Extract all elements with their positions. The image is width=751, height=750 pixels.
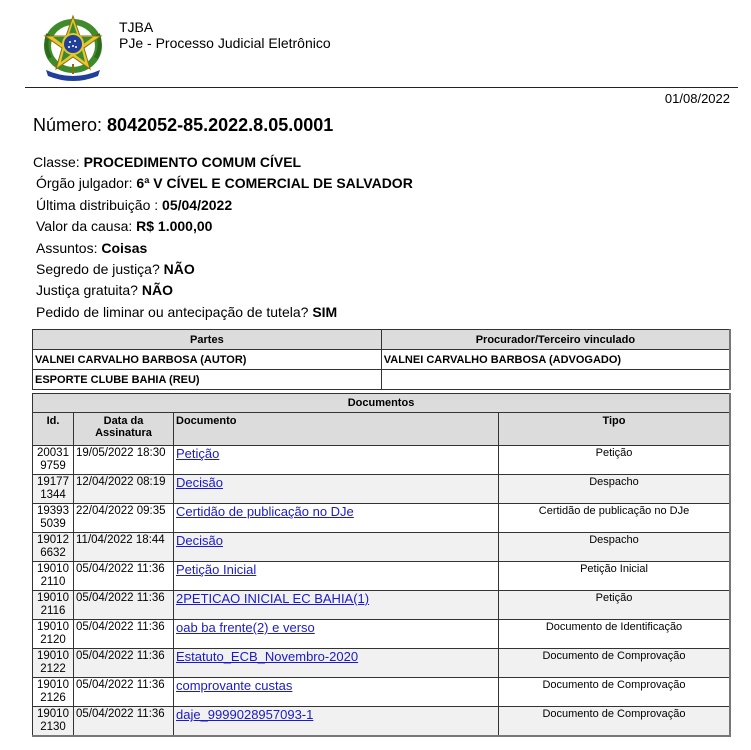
doc-id-part1: 19012 — [37, 534, 69, 546]
table-row — [33, 562, 731, 591]
doc-id-part1: 19010 — [37, 650, 69, 662]
table-row — [33, 591, 731, 620]
field-segredo-justica — [33, 259, 413, 280]
doc-id-part1: 19393 — [37, 505, 69, 517]
table-row — [33, 707, 731, 737]
print-date: 01/08/2022 — [664, 91, 730, 106]
doc-tipo-cell: Despacho — [499, 533, 731, 562]
document-link[interactable]: Petição — [176, 446, 220, 461]
doc-id-cell — [33, 446, 74, 475]
doc-id-cell — [33, 475, 74, 504]
table-row — [33, 475, 731, 504]
table-row — [33, 533, 731, 562]
brazil-coat-of-arms-icon — [40, 12, 106, 84]
org-name: TJBA — [119, 19, 154, 35]
doc-id-part1: 19010 — [37, 708, 69, 720]
tipo-header: Tipo — [499, 413, 731, 446]
doc-date-cell: 05/04/2022 11:36 — [74, 678, 174, 707]
field-classe — [33, 152, 413, 173]
doc-id-part2: 2110 — [40, 575, 66, 588]
doc-date-cell: 19/05/2022 18:30 — [74, 446, 174, 475]
document-link[interactable]: Decisão — [176, 533, 223, 548]
doc-date-cell: 05/04/2022 11:36 — [74, 620, 174, 649]
doc-id-part2: 2120 — [40, 633, 66, 646]
doc-tipo-cell: Documento de Comprovação — [499, 707, 731, 737]
doc-name-cell — [174, 446, 499, 475]
doc-id-part2: 5039 — [40, 517, 66, 530]
doc-name-cell — [174, 620, 499, 649]
doc-id-part1: 19177 — [37, 476, 69, 488]
doc-id-part2: 1344 — [40, 488, 66, 501]
date-header-line1: Data da — [103, 415, 144, 427]
doc-id-part2: 2116 — [40, 604, 66, 617]
field-value: NÃO — [141, 282, 173, 299]
doc-tipo-cell: Certidão de publicação no DJe — [499, 504, 731, 533]
doc-date-cell: 22/04/2022 09:35 — [74, 504, 174, 533]
doc-name-cell — [174, 533, 499, 562]
doc-id-part1: 20031 — [37, 447, 69, 459]
doc-tipo-cell: Documento de Identificação — [499, 620, 731, 649]
doc-tipo-cell: Despacho — [499, 475, 731, 504]
field-value: R$ 1.000,00 — [136, 218, 213, 235]
doc-tipo-cell: Petição — [499, 591, 731, 620]
field-value: 6ª V CÍVEL E COMERCIAL DE SALVADOR — [136, 175, 413, 192]
doc-tipo-cell: Petição Inicial — [499, 562, 731, 591]
doc-id-part2: 2122 — [40, 662, 66, 675]
procurador-cell: VALNEI CARVALHO BARBOSA (ADVOGADO) — [381, 350, 730, 370]
field-justica-gratuita — [33, 280, 413, 301]
document-link[interactable]: Decisão — [176, 475, 223, 490]
doc-date-cell: 05/04/2022 11:36 — [74, 649, 174, 678]
field-assuntos — [33, 238, 413, 259]
documentos-body — [33, 446, 731, 737]
date-header — [74, 413, 174, 446]
doc-id-cell — [33, 591, 74, 620]
field-orgao-julgador — [33, 173, 413, 194]
doc-id-part2: 9759 — [40, 459, 66, 472]
field-label: Justiça gratuita? — [36, 282, 142, 299]
doc-id-part1: 19010 — [37, 563, 69, 575]
doc-id-cell — [33, 562, 74, 591]
id-header: Id. — [33, 413, 74, 446]
doc-name-cell — [174, 475, 499, 504]
parte-cell: ESPORTE CLUBE BAHIA (REU) — [33, 370, 382, 390]
process-info — [33, 152, 413, 323]
doc-date-cell: 05/04/2022 11:36 — [74, 591, 174, 620]
process-number — [33, 115, 333, 136]
doc-date-cell: 05/04/2022 11:36 — [74, 707, 174, 737]
field-label: Segredo de justiça? — [36, 260, 164, 277]
table-row — [33, 649, 731, 678]
doc-tipo-cell: Petição — [499, 446, 731, 475]
doc-name-cell — [174, 562, 499, 591]
field-label: Órgão julgador: — [36, 175, 137, 192]
date-header-line2: Assinatura — [95, 427, 152, 439]
partes-header: Partes — [33, 330, 382, 350]
header-title — [119, 19, 331, 51]
table-row — [33, 620, 731, 649]
field-value: 05/04/2022 — [162, 196, 233, 213]
table-row — [33, 446, 731, 475]
process-number-value: 8042052-85.2022.8.05.0001 — [107, 115, 334, 135]
documentos-title: Documentos — [33, 394, 731, 413]
doc-id-part1: 19010 — [37, 621, 69, 633]
procurador-header: Procurador/Terceiro vinculado — [381, 330, 730, 350]
doc-date-cell: 11/04/2022 18:44 — [74, 533, 174, 562]
table-row — [33, 504, 731, 533]
document-link[interactable]: Petição Inicial — [176, 562, 257, 577]
documentos-table — [32, 393, 731, 737]
field-value: NÃO — [163, 260, 195, 277]
doc-id-cell — [33, 649, 74, 678]
doc-id-cell — [33, 678, 74, 707]
field-value: Coisas — [101, 239, 148, 256]
doc-id-cell — [33, 620, 74, 649]
partes-header-row — [33, 330, 731, 350]
parte-cell: VALNEI CARVALHO BARBOSA (AUTOR) — [33, 350, 382, 370]
process-number-label: Número: — [33, 115, 103, 135]
doc-name-cell — [174, 504, 499, 533]
document-link[interactable]: 2PETICAO INICIAL EC BAHIA(1) — [176, 591, 370, 606]
doc-id-part1: 19010 — [37, 679, 69, 691]
table-row — [33, 370, 731, 390]
doc-tipo-cell: Documento de Comprovação — [499, 678, 731, 707]
table-row — [33, 350, 731, 370]
doc-name-cell — [174, 707, 499, 737]
table-row — [33, 678, 731, 707]
partes-table — [32, 329, 731, 390]
doc-id-cell — [33, 504, 74, 533]
field-valor-causa — [33, 216, 413, 237]
field-value: PROCEDIMENTO COMUM CÍVEL — [83, 154, 302, 170]
document-link[interactable]: comprovante custas — [176, 678, 293, 693]
doc-id-part2: 6632 — [40, 546, 66, 559]
doc-date-cell: 12/04/2022 08:19 — [74, 475, 174, 504]
header-divider — [25, 87, 738, 88]
doc-name-cell — [174, 649, 499, 678]
doc-id-part2: 2130 — [40, 720, 66, 733]
documento-header: Documento — [174, 413, 499, 446]
document-link[interactable]: oab ba frente(2) e verso — [176, 620, 315, 635]
document-link[interactable]: daje_9999028957093-1 — [176, 707, 314, 722]
field-label: Pedido de liminar ou antecipação de tutela? — [36, 303, 313, 320]
doc-tipo-cell: Documento de Comprovação — [499, 649, 731, 678]
field-pedido-liminar — [33, 302, 413, 323]
field-label: Assuntos: — [36, 239, 102, 256]
doc-name-cell — [174, 591, 499, 620]
documentos-header-row — [33, 413, 731, 446]
field-value: SIM — [312, 303, 338, 320]
document-link[interactable]: Estatuto_ECB_Novembro-2020 — [176, 649, 359, 664]
doc-date-cell: 05/04/2022 11:36 — [74, 562, 174, 591]
system-name: PJe - Processo Judicial Eletrônico — [119, 35, 331, 51]
field-label: Última distribuição : — [36, 196, 163, 213]
field-label: Valor da causa: — [36, 218, 137, 235]
field-label: Classe: — [33, 154, 84, 170]
procurador-cell — [381, 370, 730, 390]
doc-id-part2: 2126 — [40, 691, 66, 704]
doc-id-cell — [33, 533, 74, 562]
doc-name-cell — [174, 678, 499, 707]
field-ultima-distribuicao — [33, 195, 413, 216]
doc-id-part1: 19010 — [37, 592, 69, 604]
doc-id-cell — [33, 707, 74, 737]
documentos-title-row — [33, 394, 731, 413]
document-link[interactable]: Certidão de publicação no DJe — [176, 504, 354, 519]
